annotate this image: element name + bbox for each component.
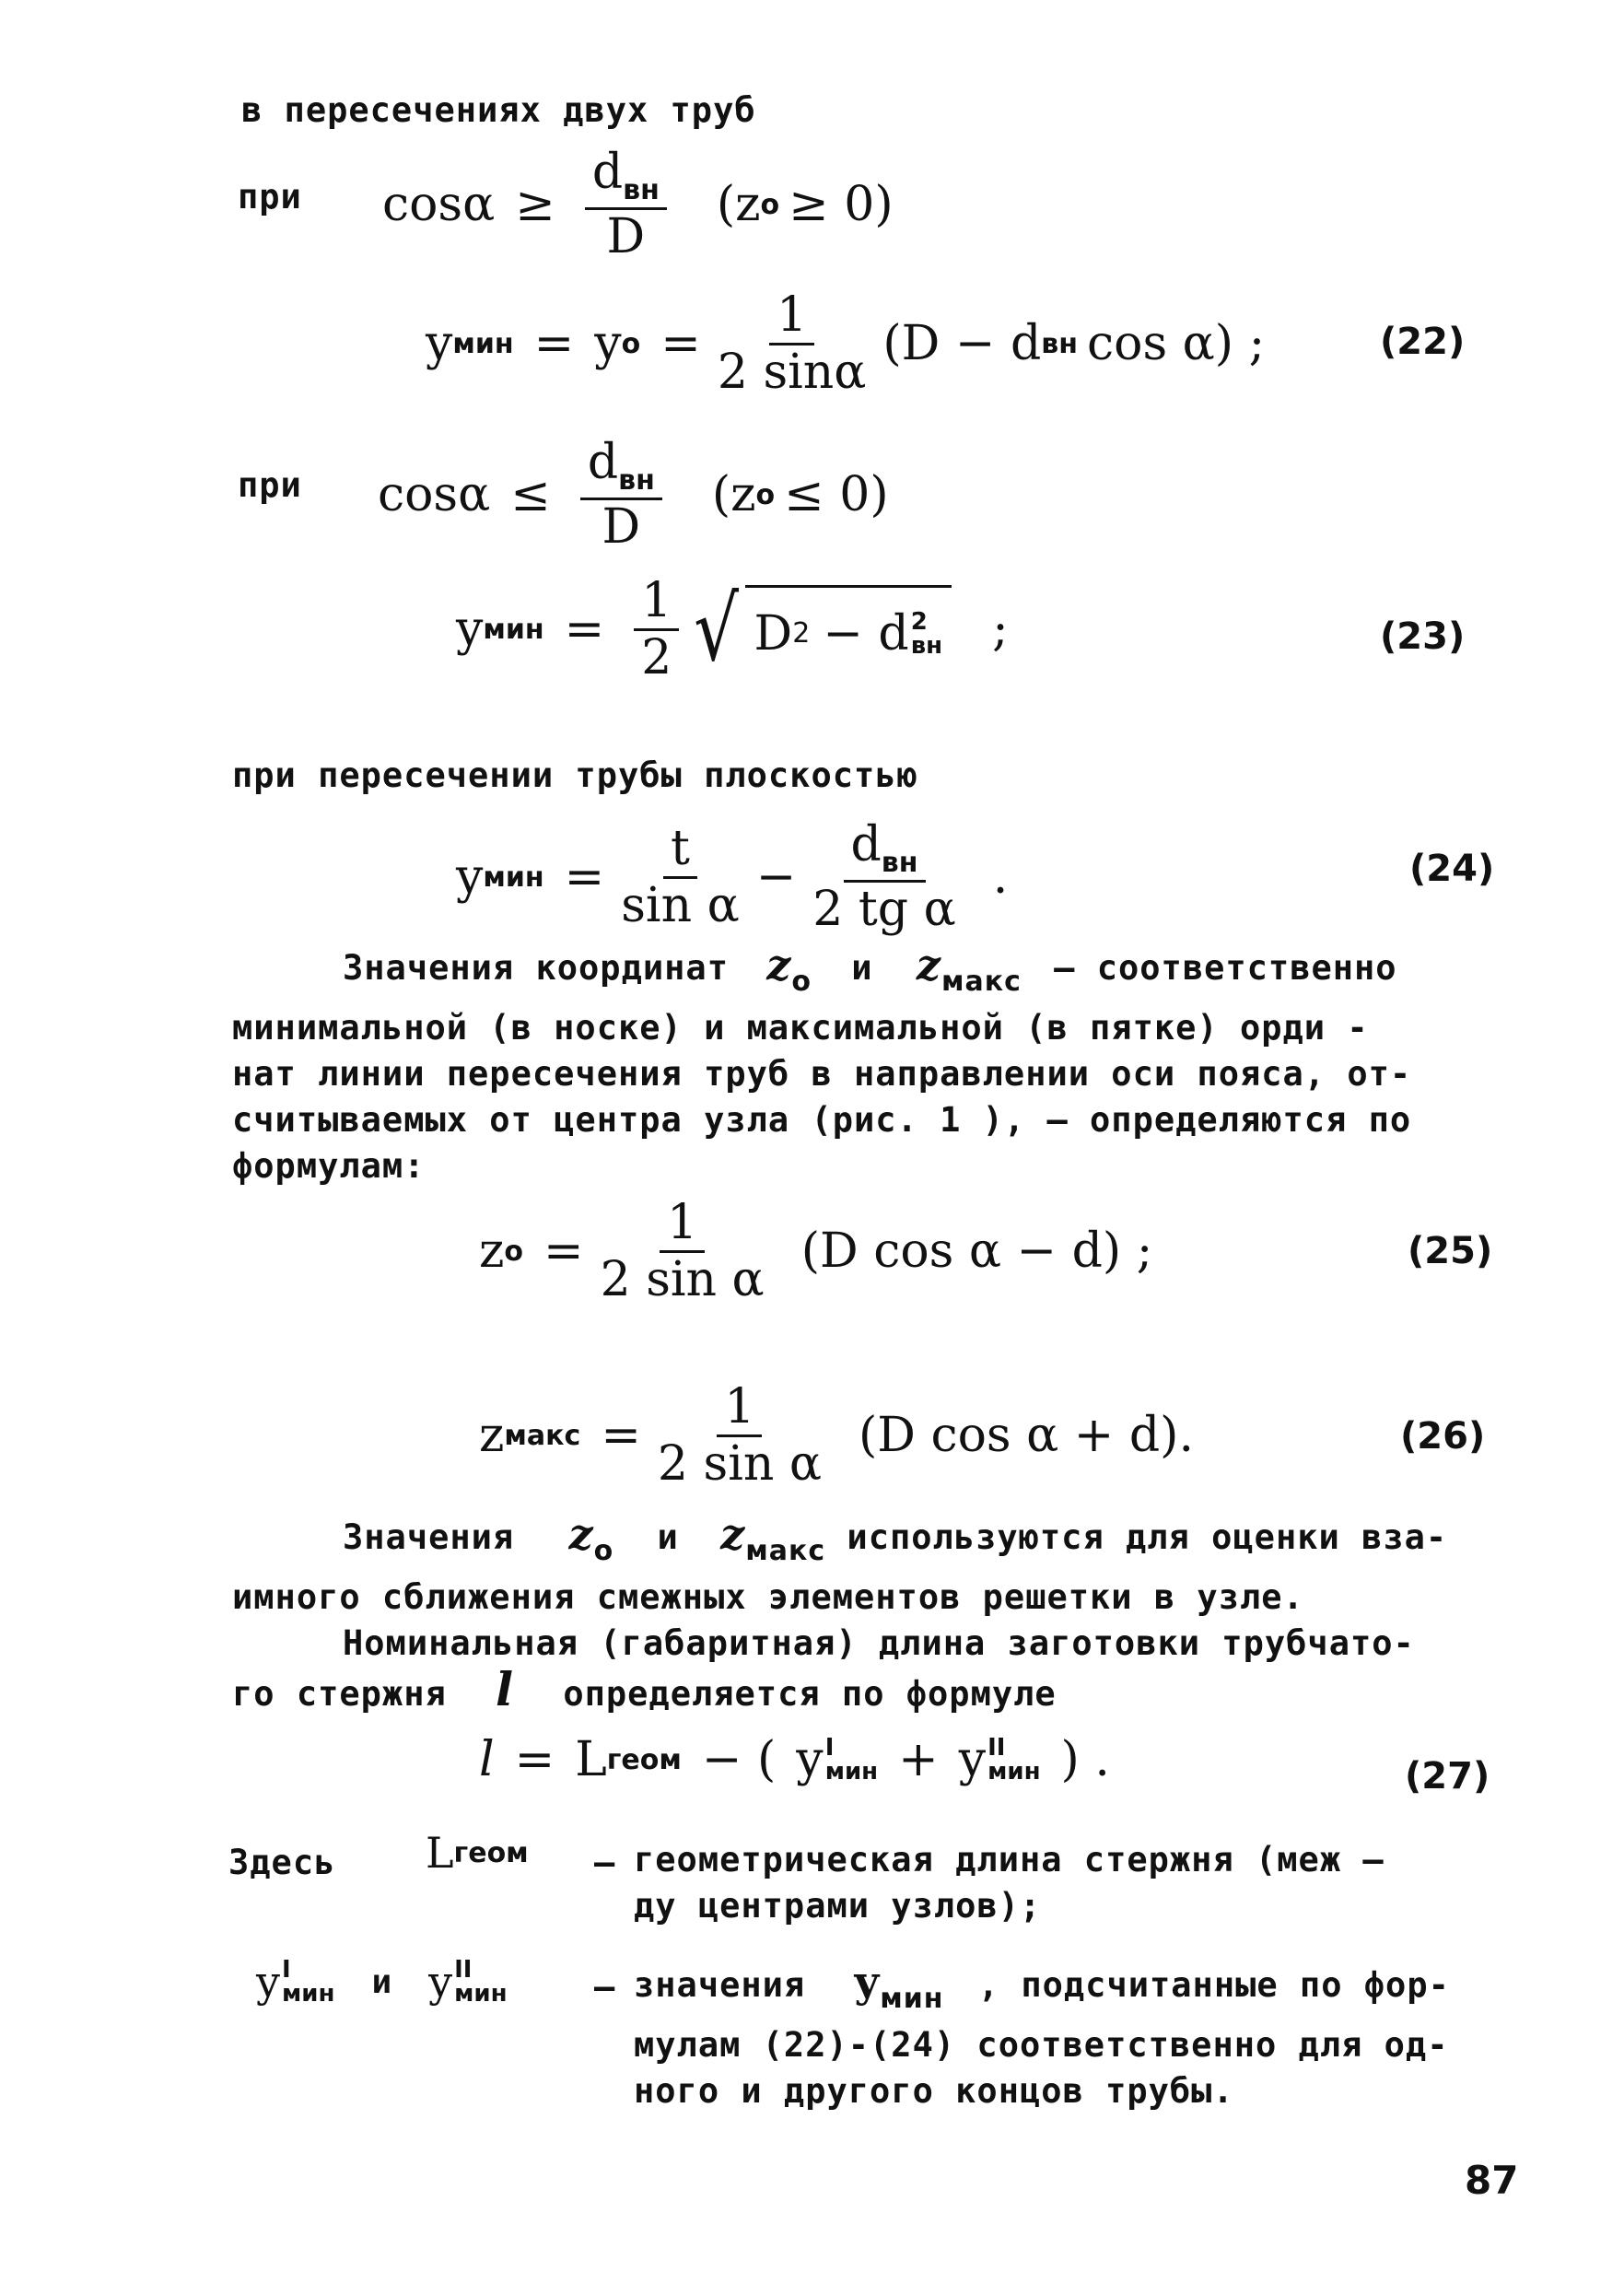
- defs-dash-2: –: [594, 1967, 616, 2007]
- defs-text-1: геометрическая длина стержня (меж – ду центрами узлов);: [634, 1840, 1384, 1926]
- equation-26: z макс = $\frac{1}{\text{2 sin α}}$ (D cos α + d).: [479, 1379, 1194, 1492]
- defs-y-symbols: y I мин и y II мин: [256, 1956, 508, 2008]
- equation-27: l = L геом − ( y I мин + y II мин ) .: [479, 1732, 1110, 1787]
- cond2-formula: cos α ≤ $\frac{d_{вн}}{D}$ (z o ≤ 0): [378, 435, 889, 555]
- plane-text: при пересечении трубы плоскостью: [232, 755, 918, 795]
- equation-24: y мин = $\frac{t}{\text{sin α}}$ − $\frac{d_{вн}}{\text{2 tg α}}$ .: [456, 817, 1009, 937]
- defs-L-geom: L геом: [426, 1828, 529, 1878]
- equation-number-24: (24): [1409, 848, 1495, 890]
- defs-dash-1: –: [594, 1843, 616, 1882]
- equation-22: y мин = y o = $\frac{1}{2 \sin\alpha}$ (D − d вн cos α) ;: [426, 287, 1266, 400]
- defs-zdes: Здесь: [228, 1843, 336, 1882]
- equation-number-25: (25): [1408, 1230, 1493, 1272]
- equation-25: z o = $\frac{1}{\text{2 sin α}}$ (D cos α − d) ;: [479, 1195, 1153, 1307]
- equation-23: y мин = $\frac{1}{2}$ √ D 2 − d 2 вн ;: [456, 573, 1009, 685]
- paragraph-coordinates: Значения координат $z_o$ и $z_{макс}$ – соответственно минимальной (в носке) и максимальной (в пятке) орди - нат линии пересечения труб в направлении оси пояса, от- считываемых от центра узла (рис. 1 ), – определяются по формулам:: [232, 940, 1412, 1186]
- page-number: 87: [1465, 2158, 1519, 2203]
- equation-number-23: (23): [1380, 615, 1466, 658]
- cond1-pri: при: [238, 177, 302, 217]
- intro-text: в пересечениях двух труб: [241, 90, 756, 130]
- equation-number-26: (26): [1400, 1415, 1486, 1458]
- paragraph-usage: Значения $z_o$ и $z_{макс}$ используются для оценки вза- имного сближения смежных элементов решетки в узле. Номинальная (габаритная) длина заготовки трубчато- го стержня l определяется по формуле: [232, 1509, 1448, 1716]
- equation-number-22: (22): [1380, 321, 1466, 363]
- cond1-formula: cos α ≥ $\frac{d_{вн}}{D}$ (z o ≥ 0): [382, 145, 894, 264]
- defs-text-2: значения $y_{мин}$ , подсчитанные по фор- мулам (22)-(24) соответственно для од- ного и другого концов трубы.: [634, 1957, 1450, 2111]
- cond2-pri: при: [238, 465, 302, 505]
- equation-number-27: (27): [1405, 1755, 1490, 1797]
